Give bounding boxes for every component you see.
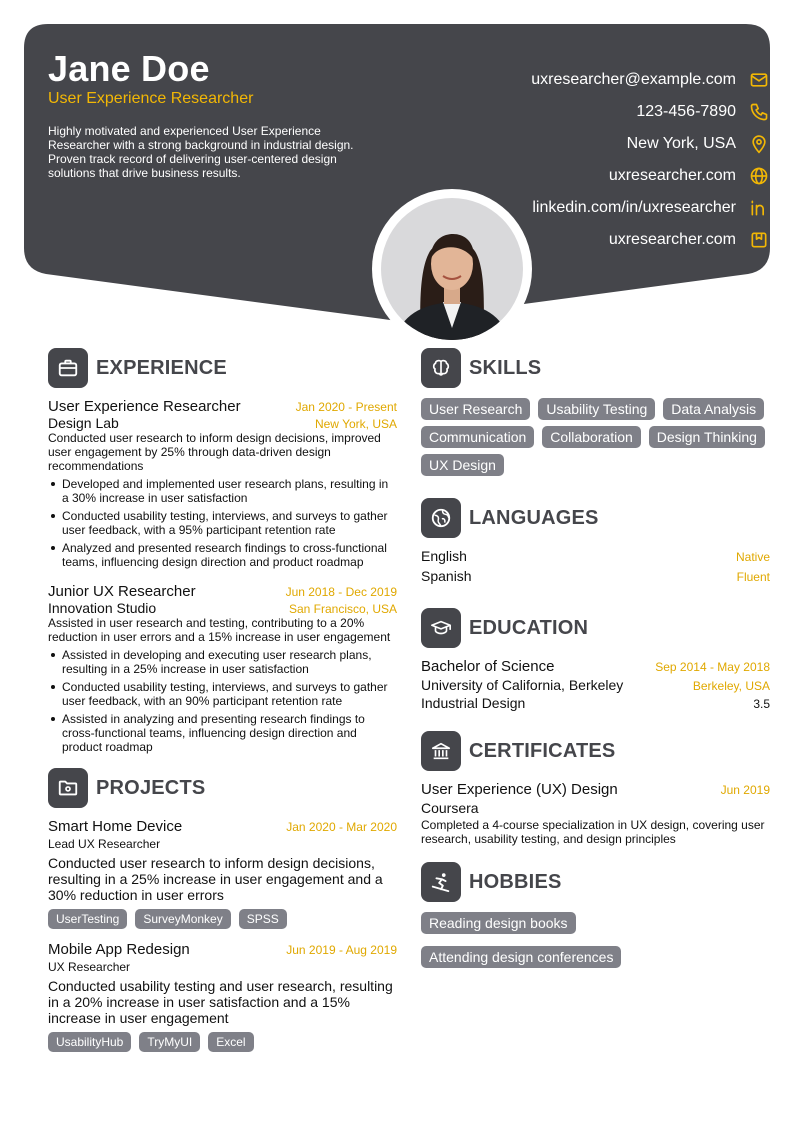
job-date: Jan 2020 - Present xyxy=(295,400,397,414)
contact-phone-text[interactable]: 123-456-7890 xyxy=(636,103,736,120)
contact-linkedin-text[interactable]: linkedin.com/in/uxresearcher xyxy=(532,199,736,216)
project-role: UX Researcher xyxy=(48,960,131,974)
briefcase-icon xyxy=(48,348,88,388)
profile-summary: Highly motivated and experienced User Experience Researcher with a strong background in industrial design. Proven track record of delivering user-centered design solutions that drive business results. xyxy=(48,124,354,180)
contact-portfolio-text[interactable]: uxresearcher.com xyxy=(608,231,736,248)
contact-website-text[interactable]: uxresearcher.com xyxy=(608,167,736,184)
job-description: Assisted in user research and testing, contributing to a 20% reduction in user errors and a 15% increase in user engagement xyxy=(48,616,391,644)
education-item xyxy=(421,658,770,711)
project-tags xyxy=(48,909,397,929)
job-title: Junior UX Researcher xyxy=(48,583,196,600)
tool-tag: UsabilityHub xyxy=(48,1032,131,1052)
hobbies-heading xyxy=(421,862,770,902)
certificates-heading xyxy=(421,731,770,771)
job-date: Jun 2018 - Dec 2019 xyxy=(285,585,397,599)
school-name: University of California, Berkeley xyxy=(421,677,624,693)
education-title: EDUCATION xyxy=(469,616,589,639)
tool-tag: TryMyUI xyxy=(139,1032,200,1052)
degree: Bachelor of Science xyxy=(421,658,555,675)
job-company: Innovation Studio xyxy=(48,600,157,616)
job-location: San Francisco, USA xyxy=(288,602,397,616)
skills-list xyxy=(421,398,770,476)
projects-heading xyxy=(48,768,397,808)
portfolio-icon xyxy=(748,229,770,251)
contact-website[interactable] xyxy=(270,160,770,192)
job-title: User Experience Researcher xyxy=(48,398,241,415)
skills-heading xyxy=(421,348,770,388)
certificate-date: Jun 2019 xyxy=(720,783,770,797)
language-level: Native xyxy=(735,550,770,564)
skill-tag: Usability Testing xyxy=(538,398,655,420)
language-level: Fluent xyxy=(736,570,770,584)
left-column xyxy=(48,348,397,1064)
hobbies-title: HOBBIES xyxy=(469,870,562,893)
education-heading xyxy=(421,608,770,648)
certificate-issuer: Coursera xyxy=(421,800,479,816)
job-company: Design Lab xyxy=(48,415,119,431)
education-date: Sep 2014 - May 2018 xyxy=(655,660,770,674)
skier-icon xyxy=(421,862,461,902)
project-title: Smart Home Device xyxy=(48,818,183,835)
list-item: Assisted in developing and executing user research plans, resulting in a 25% increase in user satisfaction xyxy=(48,648,397,676)
avatar xyxy=(381,198,523,340)
tool-tag: Excel xyxy=(208,1032,253,1052)
experience-heading xyxy=(48,348,397,388)
folder-icon xyxy=(48,768,88,808)
job-location: New York, USA xyxy=(314,417,397,431)
project-role: Lead UX Researcher xyxy=(48,837,161,851)
project-item xyxy=(48,818,397,929)
right-column xyxy=(421,348,770,968)
project-date: Jun 2019 - Aug 2019 xyxy=(286,943,397,957)
languages-heading xyxy=(421,498,770,538)
language-row xyxy=(421,548,770,568)
skill-tag: Design Thinking xyxy=(649,426,765,448)
certificate-name: User Experience (UX) Design xyxy=(421,781,618,798)
languages-list xyxy=(421,548,770,588)
school-location: Berkeley, USA xyxy=(692,679,770,693)
project-item xyxy=(48,941,397,1052)
experience-title: EXPERIENCE xyxy=(96,356,227,379)
hobby-tag: Attending design conferences xyxy=(421,946,621,968)
graduation-cap-icon xyxy=(421,608,461,648)
contact-location xyxy=(270,128,770,160)
list-item: Developed and implemented user research plans, resulting in a 30% increase in user satisfaction xyxy=(48,477,397,505)
job-description: Conducted user research to inform design decisions, improved user engagement by 25% through data-driven design recommendations xyxy=(48,431,381,473)
skill-tag: Collaboration xyxy=(542,426,641,448)
tool-tag: SurveyMonkey xyxy=(135,909,230,929)
projects-title: PROJECTS xyxy=(96,776,206,799)
phone-icon xyxy=(748,101,770,123)
language-row xyxy=(421,568,770,588)
skill-tag: Data Analysis xyxy=(663,398,764,420)
gpa: 3.5 xyxy=(753,697,770,711)
experience-item xyxy=(48,398,397,569)
list-item: Conducted usability testing, interviews, and surveys to gather user feedback, with a 95% participant retention rate xyxy=(48,509,397,537)
brain-icon xyxy=(421,348,461,388)
contact-email[interactable] xyxy=(270,64,770,96)
location-icon xyxy=(748,133,770,155)
skill-tag: UX Design xyxy=(421,454,504,476)
hobby-tag: Reading design books xyxy=(421,912,576,934)
project-tags xyxy=(48,1032,397,1052)
globe-icon xyxy=(748,165,770,187)
mail-icon xyxy=(748,69,770,91)
project-description: Conducted usability testing and user research, resulting in a 20% increase in user satisfaction and a 15% increase in user engagement xyxy=(48,978,393,1026)
tool-tag: SPSS xyxy=(239,909,287,929)
skills-title: SKILLS xyxy=(469,356,542,379)
language-name: Spanish xyxy=(421,568,472,584)
project-description: Conducted user research to inform design decisions, resulting in a 25% increase in user engagement and a 30% reduction in user errors xyxy=(48,855,383,903)
linkedin-icon xyxy=(748,197,770,219)
contact-email-text[interactable]: uxresearcher@example.com xyxy=(531,71,736,88)
tool-tag: UserTesting xyxy=(48,909,127,929)
contact-phone[interactable] xyxy=(270,96,770,128)
job-bullets xyxy=(48,648,397,754)
certificate-item xyxy=(421,781,770,846)
skill-tag: Communication xyxy=(421,426,534,448)
list-item: Assisted in analyzing and presenting research findings to cross-functional teams, influencing design direction and product roadmap xyxy=(48,712,397,754)
language-name: English xyxy=(421,548,467,564)
institution-icon xyxy=(421,731,461,771)
certificates-title: CERTIFICATES xyxy=(469,739,616,762)
hobbies-list xyxy=(421,912,770,968)
languages-title: LANGUAGES xyxy=(469,506,599,529)
candidate-role: User Experience Researcher xyxy=(48,90,254,107)
skill-tag: User Research xyxy=(421,398,530,420)
project-date: Jan 2020 - Mar 2020 xyxy=(286,820,397,834)
project-title: Mobile App Redesign xyxy=(48,941,190,958)
experience-item xyxy=(48,583,397,754)
contact-linkedin[interactable] xyxy=(270,192,770,224)
field-of-study: Industrial Design xyxy=(421,695,526,711)
language-icon xyxy=(421,498,461,538)
list-item: Conducted usability testing, interviews, and surveys to gather user feedback, with an 90% participant retention rate xyxy=(48,680,397,708)
candidate-name: Jane Doe xyxy=(48,48,210,89)
list-item: Analyzed and presented research findings to cross-functional teams, influencing design direction and product roadmap xyxy=(48,541,397,569)
contact-location-text: New York, USA xyxy=(626,135,736,152)
job-bullets xyxy=(48,477,397,569)
certificate-description: Completed a 4-course specialization in UX design, covering user research, usability testing, and design principles xyxy=(421,818,765,846)
